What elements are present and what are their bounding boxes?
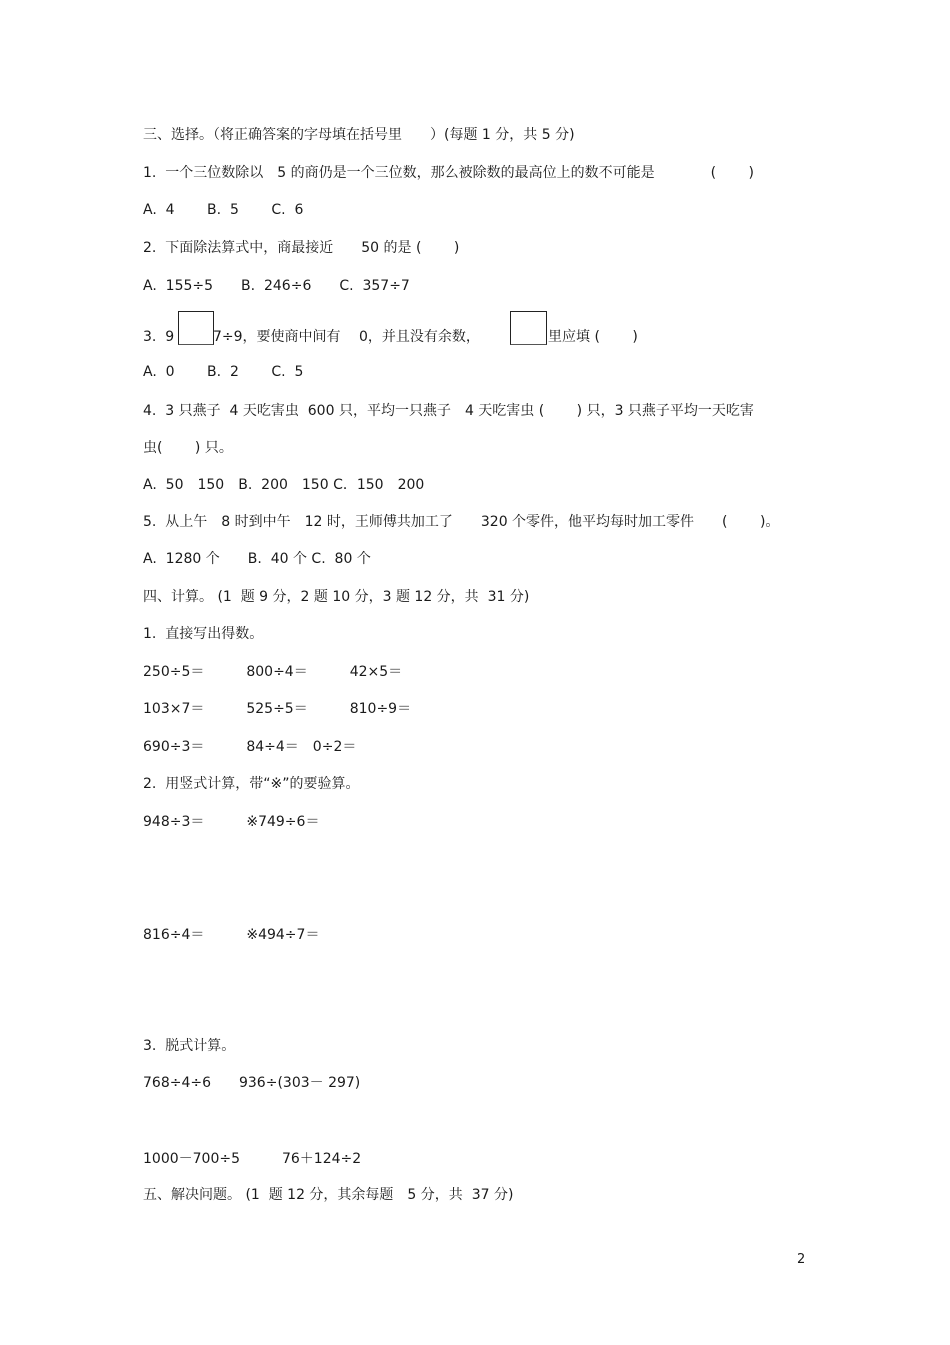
section-5-heading: 五、解决问题。 (1 题 12 分，其余每题 5 分，共 37 分) — [143, 1187, 514, 1203]
question-1-options: A. 4 B. 5 C. 6 — [143, 202, 304, 218]
part-1-title: 1. 直接写出得数。 — [143, 626, 264, 642]
section-4-heading: 四、计算。 (1 题 9 分，2 题 10 分，3 题 12 分，共 31 分) — [143, 589, 530, 605]
question-3-blank-box-1 — [178, 311, 214, 345]
part-2-row-2: 816÷4＝ ※494÷7＝ — [143, 927, 320, 943]
question-2: 2. 下面除法算式中，商最接近 50 的是 ( ) — [143, 240, 460, 256]
part-1-row-3: 690÷3＝ 84÷4＝ 0÷2＝ — [143, 739, 357, 755]
part-2-title: 2. 用竖式计算，带“※”的要验算。 — [143, 776, 360, 792]
part-2-row-1: 948÷3＝ ※749÷6＝ — [143, 814, 320, 830]
question-3-start: 3. 9 — [143, 329, 175, 345]
question-4-options: A. 50 150 B. 200 150 C．150 200 — [143, 477, 425, 493]
part-3-title: 3. 脱式计算。 — [143, 1038, 236, 1054]
part-1-row-1: 250÷5＝ 800÷4＝ 42×5＝ — [143, 664, 403, 680]
part-1-row-2: 103×7＝ 525÷5＝ 810÷9＝ — [143, 701, 412, 717]
question-5-options: A. 1280 个 B. 40 个 C. 80 个 — [143, 551, 371, 567]
question-5: 5. 从上午 8 时到中午 12 时，王师傅共加工了 320 个零件，他平均每时加工零件 ( )。 — [143, 514, 780, 530]
part-3-row-2: 1000－700÷5 76＋124÷2 — [143, 1151, 362, 1167]
question-3-middle: 7÷9，要使商中间有 0，并且没有余数， — [213, 329, 480, 345]
question-4-line-1: 4. 3 只燕子 4 天吃害虫 600 只，平均一只燕子 4 天吃害虫 ( ) 只，3 只燕子平均一天吃害 — [143, 403, 754, 419]
question-2-options: A. 155÷5 B. 246÷6 C. 357÷7 — [143, 278, 410, 294]
part-3-row-1: 768÷4÷6 936÷(303－ 297) — [143, 1075, 361, 1091]
question-4-line-2: 虫( ) 只。 — [143, 440, 233, 456]
page-number: 2 — [797, 1252, 806, 1267]
question-3-options: A. 0 B. 2 C. 5 — [143, 364, 304, 380]
question-3-blank-box-2 — [510, 311, 547, 345]
question-1: 1. 一个三位数除以 5 的商仍是一个三位数，那么被除数的最高位上的数不可能是 ( ) — [143, 165, 754, 181]
section-3-heading: 三、选择。（将正确答案的字母填在括号里 ）(每题 1 分，共 5 分) — [143, 127, 575, 143]
question-3-end: 里应填 ( ) — [548, 329, 638, 345]
